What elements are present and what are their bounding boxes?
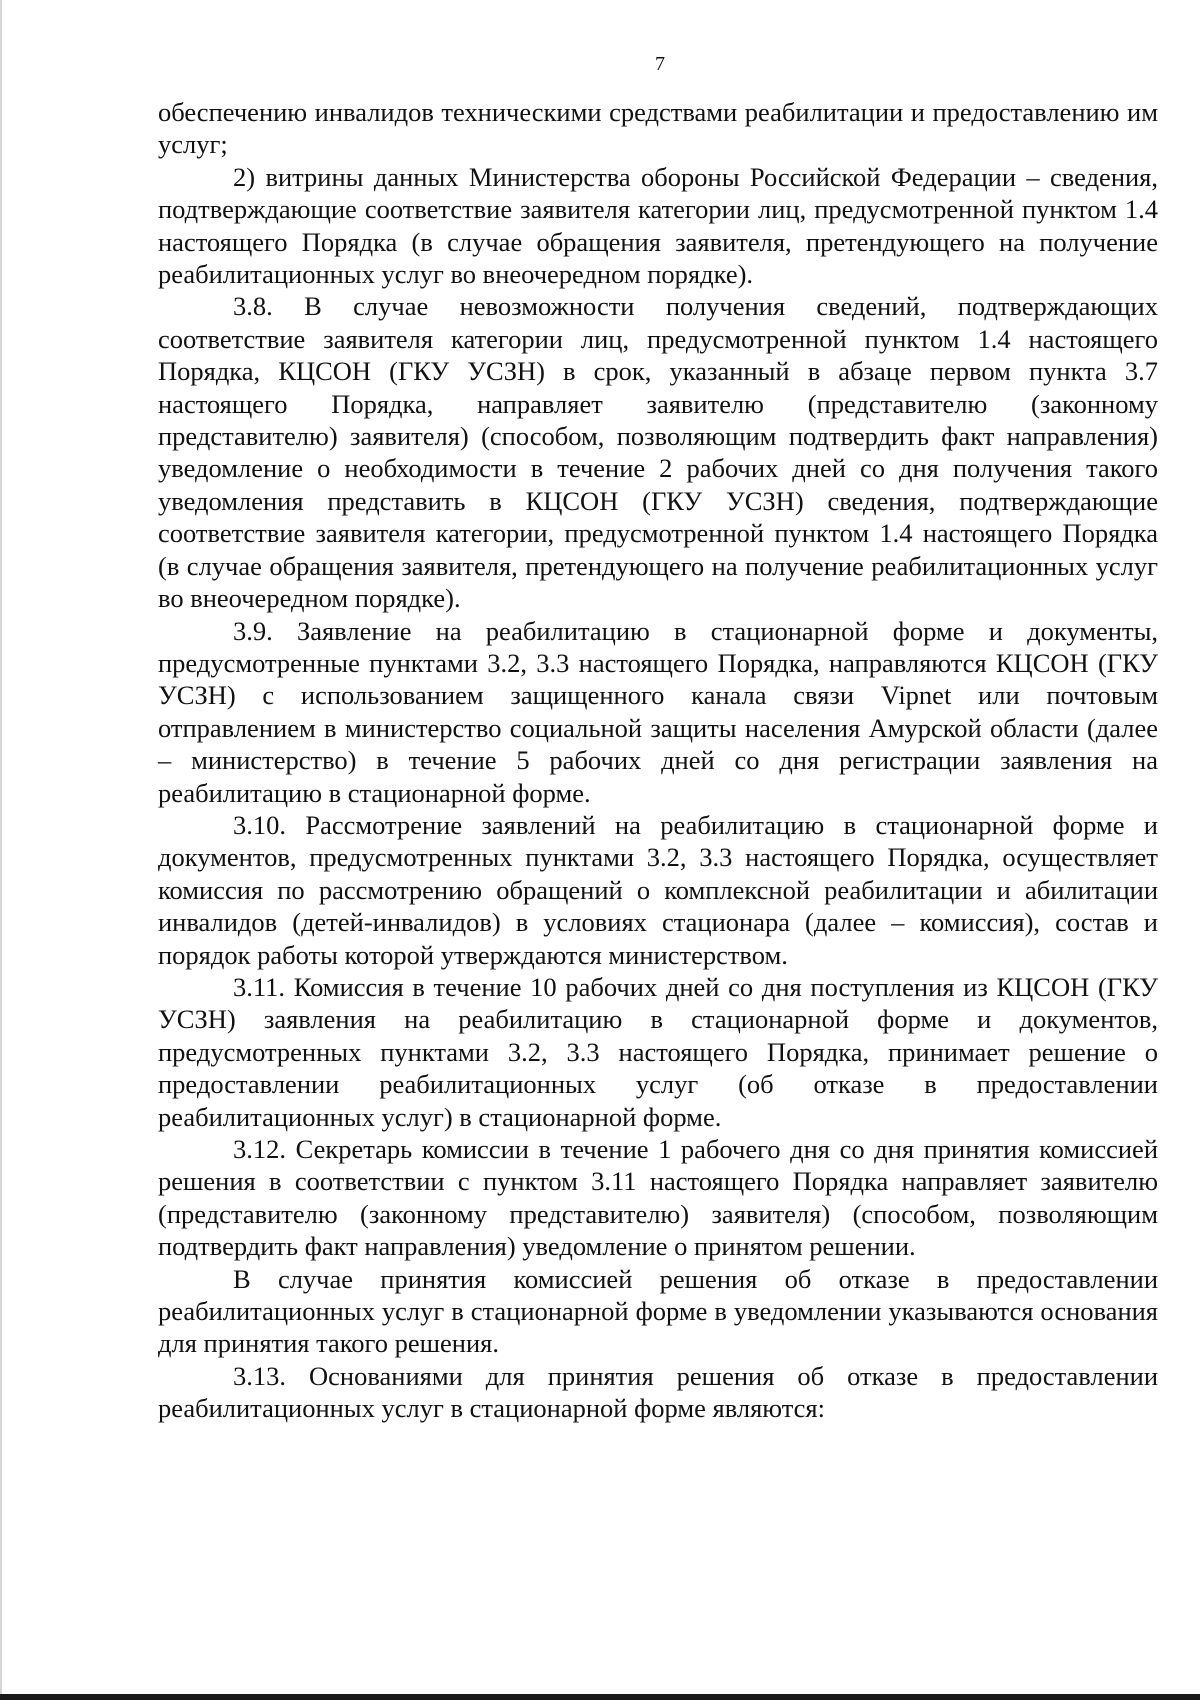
document-body <box>158 96 1158 1425</box>
scan-edge-left <box>0 0 2 1700</box>
paragraph-3-11: 3.11. Комиссия в течение 10 рабочих дней со дня поступления из КЦСОН (ГКУ УСЗН) заявления на реабилитацию в стационарной форме и документов, предусмотренных пунктами 3.2, 3.3 настоящего Порядка, принимает решение о предоставлении реабилитационных услуг (об отказе в предоставлении реабилитационных услуг) в стационарной форме. <box>158 971 1158 1132</box>
paragraph-continuation: обеспечению инвалидов техническими средствами реабилитации и предоставлению им услуг; <box>158 97 1158 160</box>
paragraph-refusal-grounds-note: В случае принятия комиссией решения об отказе в предоставлении реабилитационных услуг в стационарной форме в уведомлении указываются основания для принятия такого решения. <box>158 1263 1158 1359</box>
paragraph-3-9: 3.9. Заявление на реабилитацию в стационарной форме и документы, предусмотренные пунктами 3.2, 3.3 настоящего Порядка, направляются КЦСОН (ГКУ УСЗН) с использованием защищенного канала связи Vipnet или почтовым отправлением в министерство социальной защиты населения Амурской области (далее – министерство) в течение 5 рабочих дней со дня регистрации заявления на реабилитацию в стационарной форме. <box>158 615 1158 808</box>
paragraph-3-12: 3.12. Секретарь комиссии в течение 1 рабочего дня со дня принятия комиссией решения в соответствии с пунктом 3.11 настоящего Порядка направляет заявителю (представителю (законному представителю) заявителя) (способом, позволяющим подтвердить факт направления) уведомление о принятом решении. <box>158 1134 1158 1262</box>
page-number: 7 <box>655 53 665 75</box>
paragraph-3-10: 3.10. Рассмотрение заявлений на реабилитацию в стационарной форме и документов, предусмотренных пунктами 3.2, 3.3 настоящего Порядка, осуществляет комиссия по рассмотрению обращений о комплексной реабилитации и абилитации инвалидов (детей-инвалидов) в условиях стационара (далее – комиссия), состав и порядок работы которой утверждаются министерством. <box>158 809 1158 970</box>
paragraph-item-2: 2) витрины данных Министерства обороны Российской Федерации – сведения, подтверждающие соответствие заявителя категории лиц, предусмотренной пунктом 1.4 настоящего Порядка (в случае обращения заявителя, претендующего на получение реабилитационных услуг во внеочередном порядке). <box>158 161 1158 290</box>
paragraph-3-8: 3.8. В случае невозможности получения сведений, подтверждающих соответствие заявителя категории лиц, предусмотренной пунктом 1.4 настоящего Порядка, КЦСОН (ГКУ УСЗН) в срок, указанный в абзаце первом пункта 3.7 настоящего Порядка, направляет заявителю (представителю (законному представителю) заявителя) (способом, позволяющим подтвердить факт направления) уведомление о необходимости в течение 2 рабочих дней со дня получения такого уведомления представить в КЦСОН (ГКУ УСЗН) сведения, подтверждающие соответствие заявителя категории, предусмотренной пунктом 1.4 настоящего Порядка (в случае обращения заявителя, претендующего на получение реабилитационных услуг во внеочередном порядке). <box>158 291 1158 614</box>
scan-edge-bottom <box>0 1694 1200 1700</box>
paragraph-3-13: 3.13. Основаниями для принятия решения об отказе в предоставлении реабилитационных услуг в стационарной форме являются: <box>158 1360 1158 1424</box>
